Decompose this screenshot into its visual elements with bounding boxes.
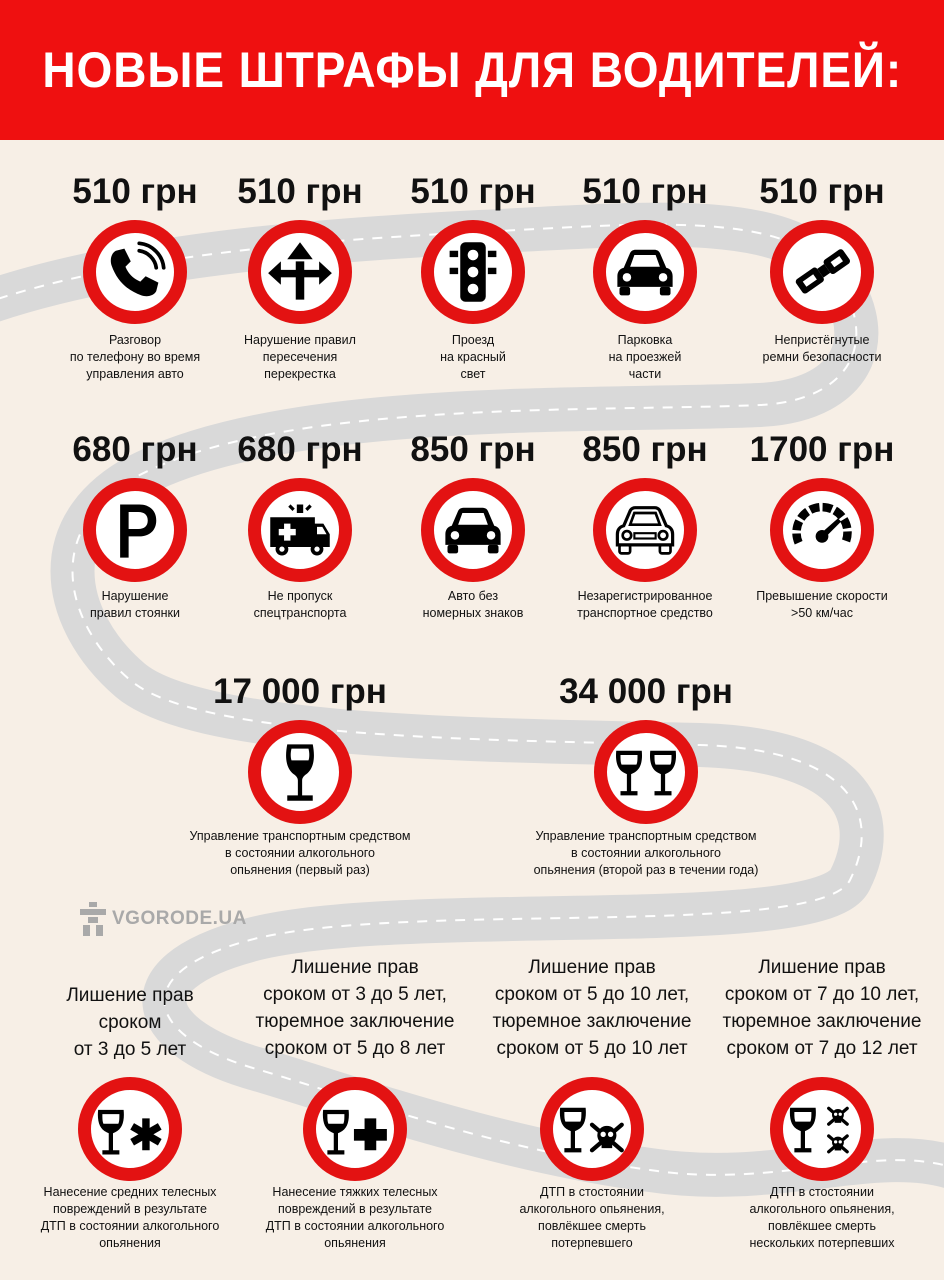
- fine-description: Парковка на проезжей части: [608, 333, 682, 381]
- fine-description: Управление транспортным средством в состоянии алкогольного опьянения (второй раз в течении года): [533, 829, 759, 877]
- ambulance-icon: [266, 496, 334, 564]
- penalty-text: Лишение прав сроком от 7 до 10 лет, тюремное заключение сроком от 7 до 12 лет: [722, 957, 922, 1059]
- fine-description: Превышение скорости >50 км/час: [756, 589, 888, 620]
- sign-badge: [770, 1077, 874, 1181]
- wine-glass-two-skulls-icon: [788, 1095, 856, 1163]
- wine-glass-cross-icon: [321, 1095, 389, 1163]
- sign-badge: [593, 478, 697, 582]
- sign-badge: [303, 1077, 407, 1181]
- logo-text: VGORODE.UA: [112, 908, 247, 929]
- sign-badge: [421, 478, 525, 582]
- fine-price: 17 000 грн: [213, 672, 387, 711]
- fine-drunk-first: [150, 672, 450, 887]
- fine-description: Проезд на красный свет: [440, 333, 506, 381]
- fine-description: Не пропуск спецтранспорта: [253, 589, 347, 620]
- wine-glass-skull-icon: [558, 1095, 626, 1163]
- wine-glass-icon: [266, 738, 334, 806]
- fine-description: Нарушение правил стоянки: [90, 589, 180, 620]
- penalty-description: Нанесение тяжких телесных повреждений в результате ДТП в состоянии алкогольного опьянения: [265, 1185, 445, 1250]
- fine-price: 680 грн: [72, 430, 198, 469]
- two-wine-glasses-icon: [612, 738, 680, 806]
- penalty-description: ДТП в стостоянии алкогольного опьянения, повлёкшее смерть потерпевшего: [519, 1185, 665, 1250]
- fine-price: 850 грн: [582, 430, 708, 469]
- penalty-moderate-injury: [20, 980, 240, 1260]
- penalty-text: Лишение прав сроком от 5 до 10 лет, тюремное заключение сроком от 5 до 10 лет: [492, 957, 692, 1059]
- phone-call-icon: [101, 238, 169, 306]
- fine-description: Авто без номерных знаков: [422, 589, 524, 620]
- penalty-text: Лишение прав сроком от 3 до 5 лет, тюремное заключение сроком от 5 до 8 лет: [255, 957, 455, 1059]
- page-title: НОВЫЕ ШТРАФЫ ДЛЯ ВОДИТЕЛЕЙ:: [42, 42, 902, 98]
- crossroad-arrows-icon: [266, 238, 334, 306]
- sign-badge: [248, 720, 352, 824]
- wine-glass-asterisk-icon: [96, 1095, 164, 1163]
- fine-seat-belt: [727, 172, 917, 392]
- fine-price: 680 грн: [237, 430, 363, 469]
- fine-emergency-vehicle: [205, 430, 395, 630]
- penalty-severe-injury: [245, 952, 465, 1260]
- fine-price: 510 грн: [410, 172, 536, 211]
- inukshuk-logo-icon: [80, 902, 106, 936]
- fine-description: Управление транспортным средством в состоянии алкогольного опьянения (первый раз): [189, 829, 411, 877]
- fine-price: 1700 грн: [749, 430, 895, 469]
- sign-badge: [540, 1077, 644, 1181]
- car-outline-icon: [611, 496, 679, 564]
- fine-description: Разговор по телефону во время управления авто: [69, 333, 201, 381]
- fine-parking-rules: [40, 430, 230, 630]
- fine-price: 510 грн: [759, 172, 885, 211]
- fine-red-light: [378, 172, 568, 392]
- seat-belt-icon: [788, 238, 856, 306]
- sign-badge: [593, 220, 697, 324]
- fine-price: 510 грн: [582, 172, 708, 211]
- sign-badge: [248, 478, 352, 582]
- fine-speeding: [727, 430, 917, 630]
- header-banner: [0, 0, 944, 140]
- fine-parking-roadway: [550, 172, 740, 392]
- fine-price: 510 грн: [72, 172, 198, 211]
- fine-no-plates: [378, 430, 568, 630]
- parking-sign-icon: [101, 496, 169, 564]
- car-front-icon: [611, 238, 679, 306]
- sign-badge: [594, 720, 698, 824]
- car-no-plates-icon: [439, 496, 507, 564]
- sign-badge: [770, 220, 874, 324]
- fine-phone-call: [40, 172, 230, 392]
- sign-badge: [83, 220, 187, 324]
- fine-drunk-second: [496, 672, 796, 887]
- fine-crossroad: [205, 172, 395, 392]
- penalty-description: Нанесение средних телесных повреждений в результате ДТП в состоянии алкогольного опьянения: [40, 1185, 220, 1250]
- fine-price: 850 грн: [410, 430, 536, 469]
- sign-badge: [248, 220, 352, 324]
- fine-price: 34 000 грн: [559, 672, 733, 711]
- penalty-text: Лишение прав сроком от 3 до 5 лет: [66, 985, 194, 1060]
- fine-description: Незарегистрированное транспортное средство: [577, 589, 713, 620]
- penalty-death-several: [712, 952, 932, 1260]
- sign-badge: [83, 478, 187, 582]
- sign-badge: [770, 478, 874, 582]
- traffic-light-icon: [439, 238, 507, 306]
- site-logo: [80, 902, 247, 936]
- fine-price: 510 грн: [237, 172, 363, 211]
- fine-description: Нарушение правил пересечения перекрестка: [244, 333, 356, 381]
- sign-badge: [78, 1077, 182, 1181]
- speedometer-icon: [788, 496, 856, 564]
- sign-badge: [421, 220, 525, 324]
- penalty-description: ДТП в стостоянии алкогольного опьянения, повлёкшее смерть нескольких потерпевших: [749, 1185, 895, 1250]
- fine-description: Непристёгнутые ремни безопасности: [762, 333, 882, 364]
- penalty-death-one: [482, 952, 702, 1260]
- fine-unregistered-vehicle: [550, 430, 740, 630]
